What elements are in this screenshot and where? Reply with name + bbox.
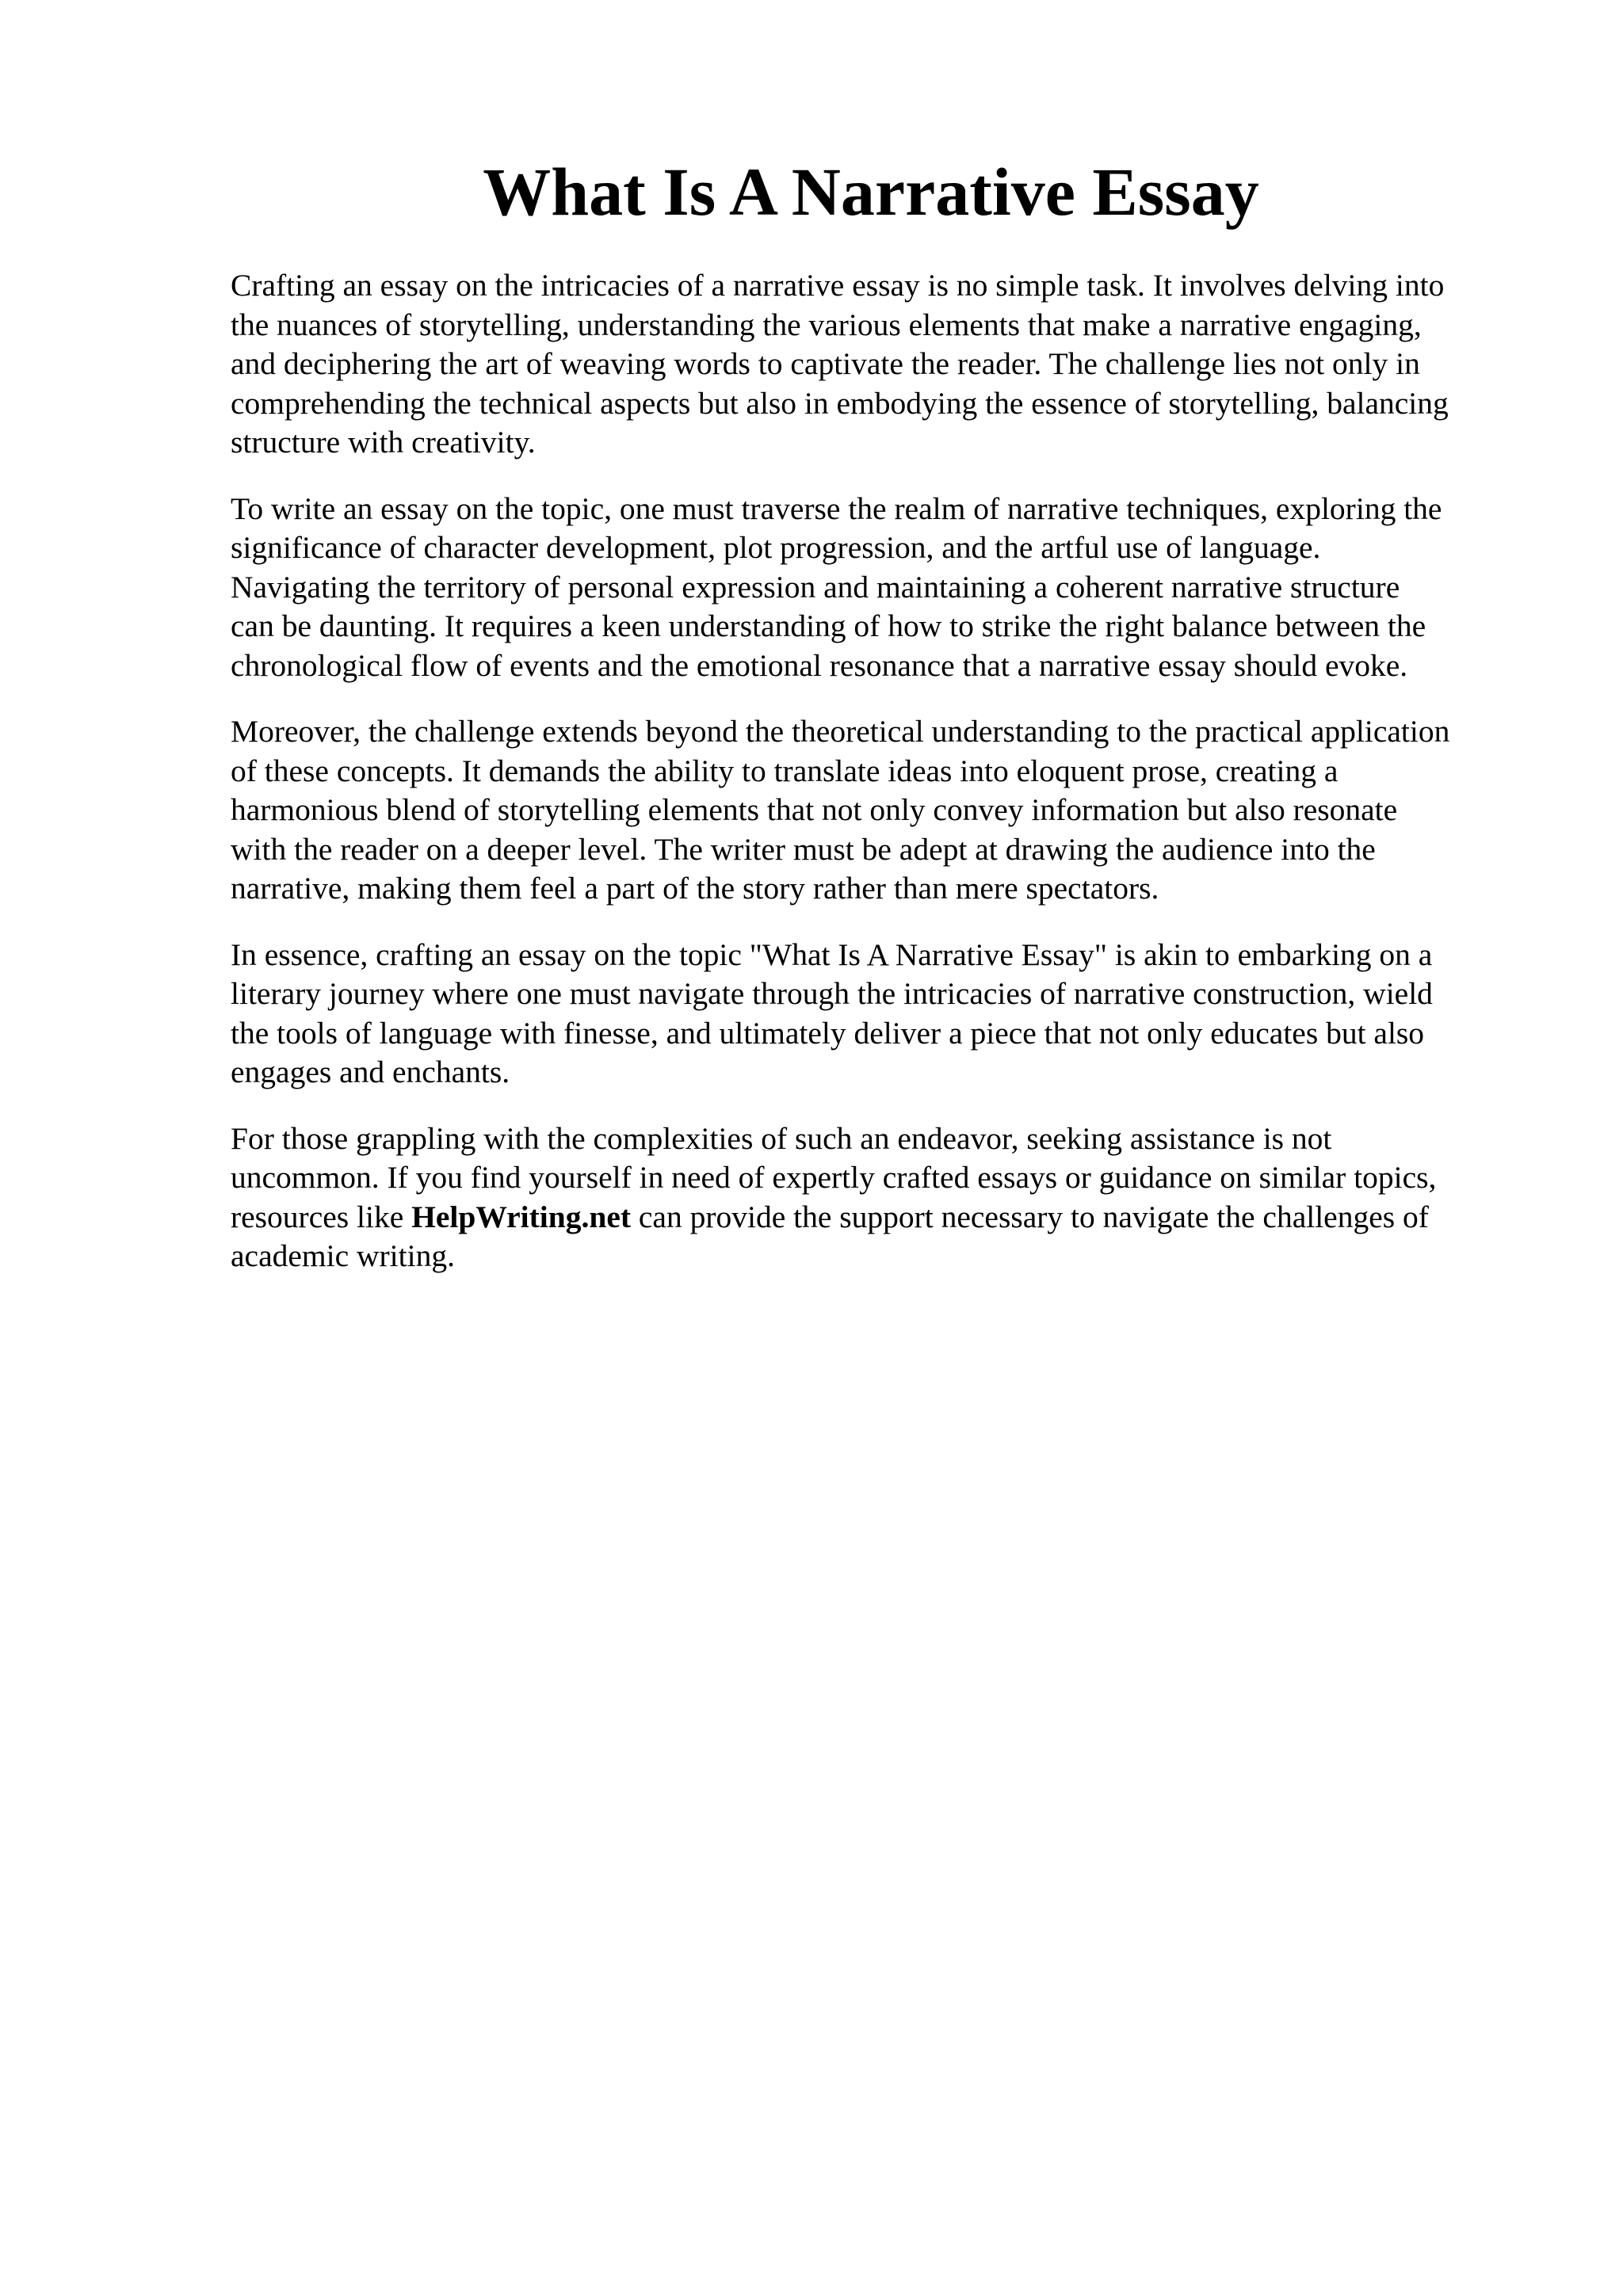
paragraph-4: [231, 936, 1522, 1093]
text-line: To write an essay on the topic, one must traverse the realm of narrative techniques, exploring the: [231, 490, 1442, 526]
text-line: narrative, making them feel a part of the story rather than mere spectators.: [231, 871, 1159, 906]
text-line: academic writing.: [231, 1238, 455, 1273]
helpwriting-link[interactable]: HelpWriting.net: [411, 1199, 632, 1234]
text-line: chronological flow of events and the emotional resonance that a narrative essay should evoke.: [231, 647, 1408, 683]
text-line: can be daunting. It requires a keen understanding of how to strike the right balance between the: [231, 608, 1426, 643]
document-title: What Is A Narrative Essay: [483, 154, 1259, 230]
text-line: the nuances of storytelling, understanding the various elements that make a narrative engaging,: [231, 307, 1422, 342]
text-line: and deciphering the art of weaving words to captivate the reader. The challenge lies not only in: [231, 346, 1420, 381]
text-line: Crafting an essay on the intricacies of a narrative essay is no simple task. It involves delving into: [231, 268, 1445, 303]
text-line: significance of character development, plot progression, and the artful use of language.: [231, 530, 1321, 565]
text-line: In essence, crafting an essay on the topic "What Is A Narrative Essay" is akin to embarking on a: [231, 936, 1433, 972]
text-line: Moreover, the challenge extends beyond the theoretical understanding to the practical application: [231, 714, 1450, 749]
text-line: Navigating the territory of personal expression and maintaining a coherent narrative structure: [231, 569, 1400, 605]
link-suffix-text: can provide the support necessary to navigate the challenges of: [631, 1199, 1429, 1234]
text-line: harmonious blend of storytelling elements that not only convey information but also resonate: [231, 792, 1398, 827]
paragraph-3: [231, 712, 1522, 909]
document-body: [231, 266, 1522, 1303]
paragraph-1: [231, 266, 1522, 463]
paragraph-5: [231, 1119, 1522, 1276]
text-line: the tools of language with finesse, and ultimately deliver a piece that not only educates but also: [231, 1015, 1425, 1051]
text-line: literary journey where one must navigate through the intricacies of narrative construction, wield: [231, 976, 1433, 1011]
text-line: engages and enchants.: [231, 1055, 510, 1089]
text-line: comprehending the technical aspects but also in embodying the essence of storytelling, balancing: [231, 385, 1449, 421]
link-prefix-text: resources like: [231, 1199, 412, 1234]
paragraph-2: [231, 490, 1522, 686]
text-line: structure with creativity.: [231, 425, 536, 460]
text-line: uncommon. If you find yourself in need of expertly crafted essays or guidance on similar topics,: [231, 1160, 1437, 1195]
text-line: For those grappling with the complexities of such an endeavor, seeking assistance is not: [231, 1120, 1332, 1156]
text-line: with the reader on a deeper level. The writer must be adept at drawing the audience into the: [231, 831, 1376, 867]
text-line-with-link: [231, 1198, 1522, 1238]
text-line: of these concepts. It demands the ability to translate ideas into eloquent prose, creating a: [231, 753, 1338, 788]
